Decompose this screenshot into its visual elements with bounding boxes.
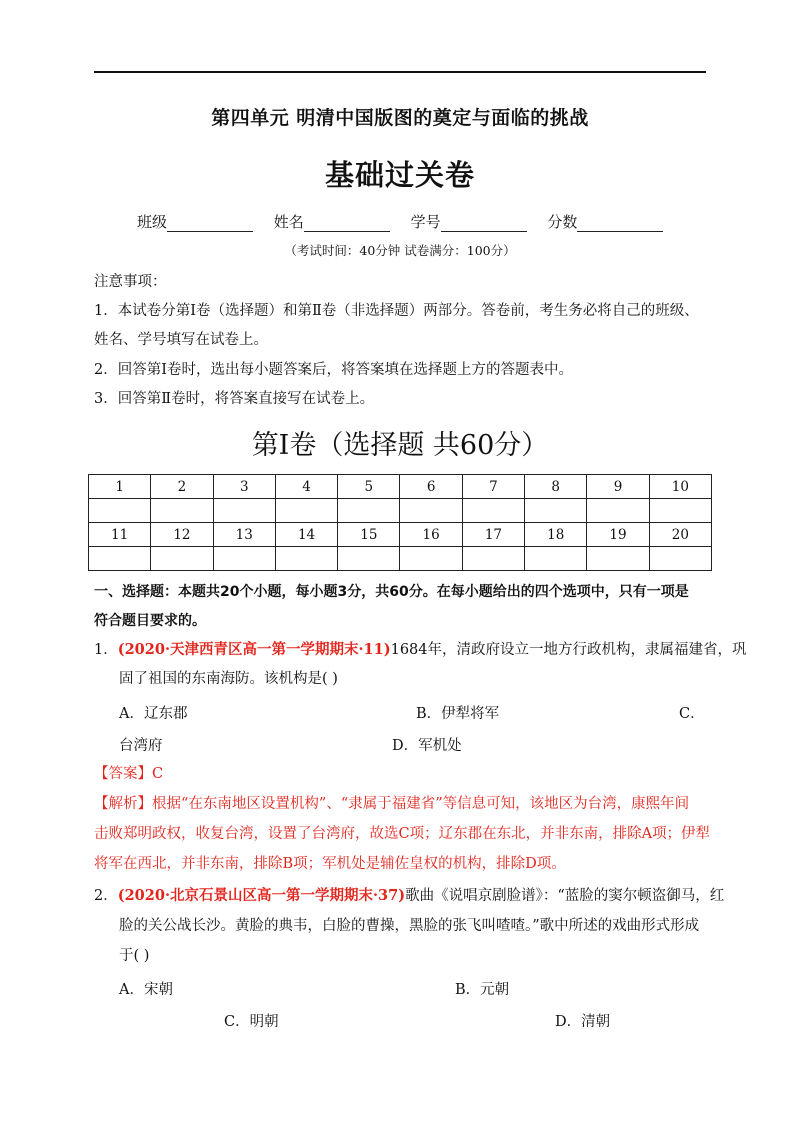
question-2-option-b[interactable]: B．元朝	[455, 982, 510, 998]
question-2-option-d[interactable]: D．清朝	[555, 1014, 611, 1030]
question-2-stem: 歌曲《说唱京剧脸谱》：“蓝脸的窦尔顿盗御马，红	[405, 888, 725, 904]
question-2-line-1	[94, 886, 724, 906]
question-number-cell: 7	[462, 475, 524, 499]
section-instructions-line-2: 符合题目要求的。	[94, 613, 206, 629]
section-instructions-line-1: 一、选择题：本题共20个小题，每小题3分，共60分。在每小题给出的四个选项中，只有一项是	[94, 584, 689, 600]
question-number-cell: 10	[649, 475, 711, 499]
question-2-line-3: 于( )	[119, 948, 150, 964]
score-label: 分数	[547, 213, 578, 231]
answer-cell[interactable]	[275, 499, 337, 523]
top-rule	[94, 71, 706, 73]
answer-cell[interactable]	[275, 547, 337, 571]
class-blank[interactable]	[167, 214, 253, 232]
answer-cell[interactable]	[213, 499, 275, 523]
question-number-cell: 4	[275, 475, 337, 499]
answer-table-input-row-1	[89, 499, 712, 523]
answer-table	[88, 474, 712, 571]
answer-table-header-row-2	[89, 523, 712, 547]
answer-cell[interactable]	[649, 499, 711, 523]
question-number-cell: 19	[587, 523, 649, 547]
question-1-option-b[interactable]: B．伊犁将军	[416, 706, 500, 722]
answer-cell[interactable]	[462, 547, 524, 571]
answer-cell[interactable]	[89, 499, 151, 523]
answer-cell[interactable]	[525, 547, 587, 571]
question-number-cell: 1	[89, 475, 151, 499]
question-1-option-d[interactable]: D．军机处	[392, 738, 462, 754]
question-1-line-1	[94, 640, 747, 660]
answer-cell[interactable]	[400, 547, 462, 571]
answer-cell[interactable]	[587, 499, 649, 523]
number-label: 学号	[410, 213, 441, 231]
answer-cell[interactable]	[338, 547, 400, 571]
question-1-analysis-line-3: 将军在西北，并非东南，排除B项；军机处是辅佐皇权的机构，排除D项。	[94, 856, 566, 872]
question-1-answer: 【答案】C	[94, 766, 164, 782]
answer-cell[interactable]	[151, 547, 213, 571]
question-1-option-c-text[interactable]: 台湾府	[119, 738, 163, 754]
part-one-title: 第Ⅰ卷（选择题 共60分）	[251, 430, 549, 461]
answer-cell[interactable]	[587, 547, 649, 571]
question-2-line-2: 脸的关公战长沙。黄脸的典韦，白脸的曹操，黑脸的张飞叫喳喳。”歌中所述的戏曲形式形成	[119, 918, 700, 934]
unit-title: 第四单元 明清中国版图的奠定与面临的挑战	[211, 107, 589, 129]
exam-title: 基础过关卷	[324, 158, 475, 192]
question-1-option-a[interactable]: A．辽东郡	[119, 706, 188, 722]
question-number-cell: 3	[213, 475, 275, 499]
question-number-cell: 5	[338, 475, 400, 499]
answer-cell[interactable]	[338, 499, 400, 523]
question-number-cell: 2	[151, 475, 213, 499]
question-1-analysis-line-1: 【解析】根据“在东南地区设置机构”、“隶属于福建省”等信息可知，该地区为台湾，康熙年间	[94, 796, 690, 812]
question-1-stem: 1684年，清政府设立一地方行政机构，隶属福建省，巩	[390, 642, 747, 658]
note-item-1-line-2: 姓名、学号填写在试卷上。	[94, 332, 268, 348]
question-2-number: 2．	[94, 888, 118, 904]
answer-table-input-row-2	[89, 547, 712, 571]
class-label: 班级	[137, 213, 168, 231]
question-number-cell: 20	[649, 523, 711, 547]
answer-cell[interactable]	[400, 499, 462, 523]
answer-cell[interactable]	[151, 499, 213, 523]
score-blank[interactable]	[577, 214, 663, 232]
question-2-option-c[interactable]: C．明朝	[224, 1014, 279, 1030]
name-blank[interactable]	[304, 214, 390, 232]
notes-heading: 注意事项：	[94, 274, 167, 290]
question-number-cell: 8	[525, 475, 587, 499]
question-number-cell: 13	[213, 523, 275, 547]
question-1-option-c-label[interactable]: C．	[679, 706, 705, 722]
answer-table-header-row-1	[89, 475, 712, 499]
question-number-cell: 16	[400, 523, 462, 547]
question-number-cell: 6	[400, 475, 462, 499]
question-number-cell: 18	[525, 523, 587, 547]
student-info-row	[137, 211, 697, 232]
note-item-2: 2．回答第Ⅰ卷时，选出每小题答案后，将答案填在选择题上方的答题表中。	[94, 362, 573, 378]
question-1-number: 1．	[94, 642, 118, 658]
question-number-cell: 15	[338, 523, 400, 547]
note-item-1-line-1: 1．本试卷分第Ⅰ卷（选择题）和第Ⅱ卷（非选择题）两部分。答卷前，考生务必将自己的班级、	[94, 303, 699, 319]
exam-time-note: （考试时间：40分钟 试卷满分：100分）	[284, 243, 516, 258]
answer-cell[interactable]	[89, 547, 151, 571]
question-1-source: (2020·天津西青区高一第一学期期末·11)	[117, 641, 391, 658]
answer-cell[interactable]	[525, 499, 587, 523]
question-number-cell: 9	[587, 475, 649, 499]
question-number-cell: 17	[462, 523, 524, 547]
answer-cell[interactable]	[649, 547, 711, 571]
name-label: 姓名	[273, 213, 304, 231]
question-2-source: (2020·北京石景山区高一第一学期期末·37)	[117, 887, 406, 904]
question-number-cell: 14	[275, 523, 337, 547]
answer-cell[interactable]	[462, 499, 524, 523]
number-blank[interactable]	[441, 214, 527, 232]
question-number-cell: 11	[89, 523, 151, 547]
answer-cell[interactable]	[213, 547, 275, 571]
question-2-option-a[interactable]: A．宋朝	[119, 982, 173, 998]
note-item-3: 3．回答第Ⅱ卷时，将答案直接写在试卷上。	[94, 391, 375, 407]
question-1-line-2: 固了祖国的东南海防。该机构是( )	[119, 671, 338, 687]
question-number-cell: 12	[151, 523, 213, 547]
question-1-analysis-line-2: 击败郑明政权，收复台湾，设置了台湾府，故选C项；辽东郡在东北，并非东南，排除A项；伊犁	[94, 826, 711, 842]
